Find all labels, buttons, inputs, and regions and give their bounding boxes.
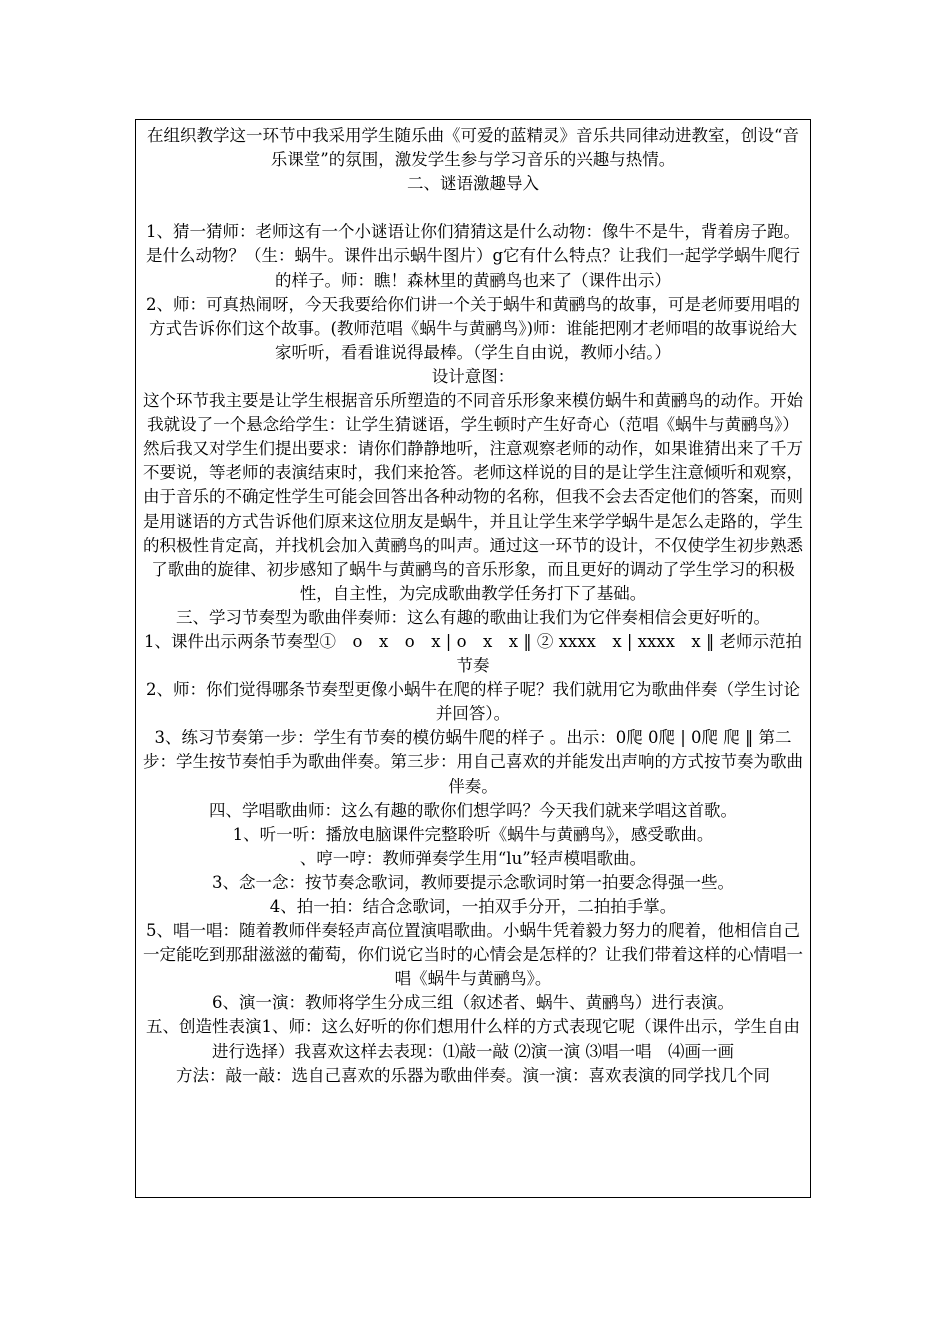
heading-design-intent: 设计意图： bbox=[431, 366, 515, 386]
heading-creative-performance: 五、创造性表演1、师：这么好听的你们想用什么样的方式表现它呢（课件出示，学生自由进行选择）我喜欢这样去表现：⑴敲一敲 ⑵演一演 ⑶唱一唱 ⑷画一画 bbox=[146, 1017, 800, 1061]
step-clap: 4、拍一拍：结合念歌词，一拍双手分开，二拍拍手掌。 bbox=[269, 897, 677, 916]
paragraph-methods: 方法：敲一敲：选自己喜欢的乐器为歌曲伴奏。演一演：喜欢表演的同学找几个同 bbox=[176, 1065, 770, 1085]
paragraph-rhythm-practice: 3、练习节奏第一步：学生有节奏的模仿蜗牛爬的样子 。出示：0爬 0爬 | 0爬 爬 ‖ 第二步：学生按节奏怕手为歌曲伴奏。第三步：用自己喜欢的并能发出声响的方式按节奏为歌曲伴奏。 bbox=[143, 728, 803, 796]
step-recite: 3、念一念：按节奏念歌词，教师要提示念歌词时第一拍要念得强一些。 bbox=[212, 872, 734, 892]
paragraph-rhythm-patterns: 1、课件出示两条节奏型① o x o x | o x x ‖ ② xxxx x | xxxx x ‖ 老师示范拍节奏 bbox=[144, 631, 802, 676]
step-sing: 5、唱一唱：随着教师伴奏轻声高位置演唱歌曲。小蜗牛凭着毅力努力的爬着，他相信自己一定能吃到那甜滋滋的葡萄，你们说它当时的心情会是怎样的？让我们带着这样的心情唱一唱《蜗牛与黄鹂鸟》。 bbox=[143, 921, 803, 989]
step-listen: 1、听一听：播放电脑课件完整聆听《蜗牛与黄鹂鸟》，感受歌曲。 bbox=[232, 824, 714, 844]
step-perform: 6、演一演：教师将学生分成三组（叙述者、蜗牛、黄鹂鸟）进行表演。 bbox=[212, 993, 734, 1013]
document-frame bbox=[135, 119, 811, 1198]
heading-riddle-intro: 二、谜语激趣导入 bbox=[407, 174, 539, 194]
blank-line bbox=[141, 196, 805, 220]
paragraph-design-intent: 这个环节我主要是让学生根据音乐所塑造的不同音乐形象来模仿蜗牛和黄鹂鸟的动作。开始我就设了一个悬念给学生：让学生猜谜语，学生顿时产生好奇心（范唱《蜗牛与黄鹂鸟》）然后我又对学生们提出要求：请你们静静地听，注意观察老师的动作，如果谁猜出来了千万不要说，等老师的表演结束时，我们来抢答。老师这样说的目的是让学生注意倾听和观察，由于音乐的不确定性学生可能会回答出各种动物的名称，但我不会去否定他们的答案，而则是用谜语的方式告诉他们原来这位朋友是蜗牛，并且让学生来学学蜗牛是怎么走路的，学生的积极性肯定高，并找机会加入黄鹂鸟的叫声。通过这一环节的设计，不仅使学生初步熟悉了歌曲的旋律、初步感知了蜗牛与黄鹂鸟的音乐形象，而且更好的调动了学生学习的积极性，自主性，为完成歌曲教学任务打下了基础。 bbox=[143, 391, 803, 603]
paragraph-story: 2、师：可真热闹呀，今天我要给你们讲一个关于蜗牛和黄鹂鸟的故事，可是老师要用唱的方式告诉你们这个故事。(教师范唱《蜗牛与黄鹂鸟》)师：谁能把刚才老师唱的故事说给大家听听，看看谁说得最棒。（学生自由说，教师小结。） bbox=[146, 294, 800, 362]
document-body bbox=[136, 120, 810, 1088]
heading-rhythm: 三、学习节奏型为歌曲伴奏师：这么有趣的歌曲让我们为它伴奏相信会更好听的。 bbox=[176, 607, 770, 627]
paragraph-guess: 1、猜一猜师：老师这有一个小谜语让你们猜猜这是什么动物：像牛不是牛，背着房子跑。是什么动物？（生：蜗牛。课件出示蜗牛图片）g它有什么特点？让我们一起学学蜗牛爬行的样子。师：瞧！森林里的黄鹂鸟也来了（课件出示） bbox=[145, 222, 801, 290]
paragraph-rhythm-question: 2、师：你们觉得哪条节奏型更像小蜗牛在爬的样子呢？我们就用它为歌曲伴奏（学生讨论并回答）。 bbox=[146, 680, 800, 724]
step-hum: 、哼一哼：教师弹奏学生用“lu”轻声模唱歌曲。 bbox=[299, 848, 647, 868]
heading-learn-song: 四、学唱歌曲师：这么有趣的歌你们想学吗？今天我们就来学唱这首歌。 bbox=[209, 800, 737, 820]
paragraph-intro: 在组织教学这一环节中我采用学生随乐曲《可爱的蓝精灵》音乐共同律动进教室，创设“音乐课堂”的氛围，激发学生参与学习音乐的兴趣与热情。 bbox=[147, 126, 799, 170]
